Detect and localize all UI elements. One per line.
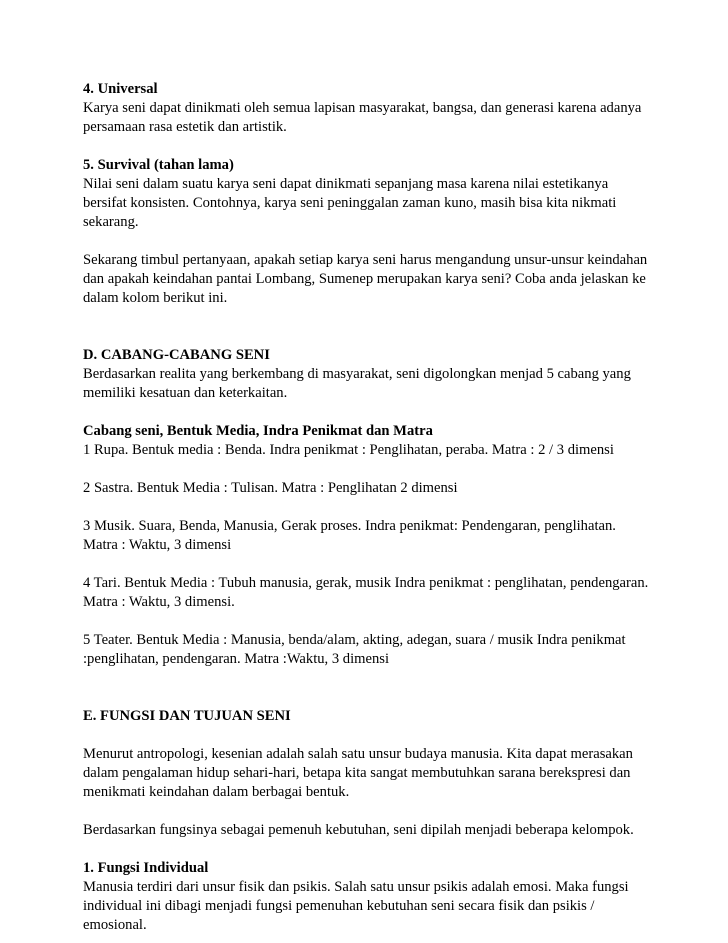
paragraph-line: sekarang. [83, 214, 139, 230]
section-fungsi-individual [83, 859, 653, 935]
paragraph-line: Karya seni dapat dinikmati oleh semua lapisan masyarakat, bangsa, dan generasi karena adanya [83, 100, 642, 116]
paragraph-line: menikmati keindahan dalam berbagai bentuk. [83, 784, 350, 800]
paragraph-line: Sekarang timbul pertanyaan, apakah setiap karya seni harus mengandung unsur-unsur keindahan [83, 252, 648, 268]
paragraph-line: dalam pengalaman hidup sehari-hari, betapa kita sangat membutuhkan sarana berekspresi dan [83, 765, 631, 781]
list-item: 2 Sastra. Bentuk Media : Tulisan. Matra : Penglihatan 2 dimensi [83, 480, 458, 496]
list-item: 3 Musik. Suara, Benda, Manusia, Gerak proses. Indra penikmat: Pendengaran, penglihatan. [83, 518, 616, 534]
paragraph-line: bersifat konsisten. Contohnya, karya seni peninggalan zaman kuno, masih bisa kita nikmati [83, 195, 617, 211]
paragraph-line: dan apakah keindahan pantai Lombang, Sumenep merupakan karya seni? Coba anda jelaskan ke [83, 271, 646, 287]
list-item-continuation: Matra : Waktu, 3 dimensi [83, 537, 232, 553]
paragraph-line: Berdasarkan fungsinya sebagai pemenuh kebutuhan, seni dipilah menjadi beberapa kelompok. [83, 822, 634, 838]
section-media-list [83, 422, 653, 669]
section-heading: 1. Fungsi Individual [83, 860, 209, 876]
section-survival [83, 156, 653, 232]
section-heading: E. FUNGSI DAN TUJUAN SENI [83, 708, 291, 724]
list-item: 5 Teater. Bentuk Media : Manusia, benda/alam, akting, adegan, suara / musik Indra penikmat [83, 632, 626, 648]
question-paragraph [83, 251, 653, 308]
section-heading: 5. Survival (tahan lama) [83, 157, 234, 173]
paragraph-line: dalam kolom berikut ini. [83, 290, 228, 306]
paragraph-line: Nilai seni dalam suatu karya seni dapat dinikmati sepanjang masa karena nilai estetikanya [83, 176, 609, 192]
paragraph-line: Menurut antropologi, kesenian adalah salah satu unsur budaya manusia. Kita dapat merasakan [83, 746, 633, 762]
list-item-continuation: :penglihatan, pendengaran. Matra :Waktu, 3 dimensi [83, 651, 390, 667]
list-item: 1 Rupa. Bentuk media : Benda. Indra penikmat : Penglihatan, peraba. Matra : 2 / 3 dimensi [83, 442, 614, 458]
section-heading: Cabang seni, Bentuk Media, Indra Penikmat dan Matra [83, 423, 433, 439]
section-universal [83, 80, 653, 137]
paragraph-line: Berdasarkan realita yang berkembang di masyarakat, seni digolongkan menjad 5 cabang yang [83, 366, 631, 382]
section-heading: 4. Universal [83, 81, 158, 97]
paragraph-line: emosional. [83, 917, 147, 933]
section-cabang-seni [83, 346, 653, 403]
paragraph-line: individual ini dibagi menjadi fungsi pemenuhan kebutuhan seni secara fisik dan psikis / [83, 898, 595, 914]
paragraph-line: memiliki kesatuan dan keterkaitan. [83, 385, 288, 401]
paragraph-line: persamaan rasa estetik dan artistik. [83, 119, 287, 135]
list-item-continuation: Matra : Waktu, 3 dimensi. [83, 594, 235, 610]
document-page [83, 80, 653, 935]
list-item: 4 Tari. Bentuk Media : Tubuh manusia, gerak, musik Indra penikmat : penglihatan, pendengaran. [83, 575, 649, 591]
paragraph-line: Manusia terdiri dari unsur fisik dan psikis. Salah satu unsur psikis adalah emosi. Maka fungsi [83, 879, 629, 895]
section-fungsi-seni [83, 707, 653, 840]
section-heading: D. CABANG-CABANG SENI [83, 347, 270, 363]
